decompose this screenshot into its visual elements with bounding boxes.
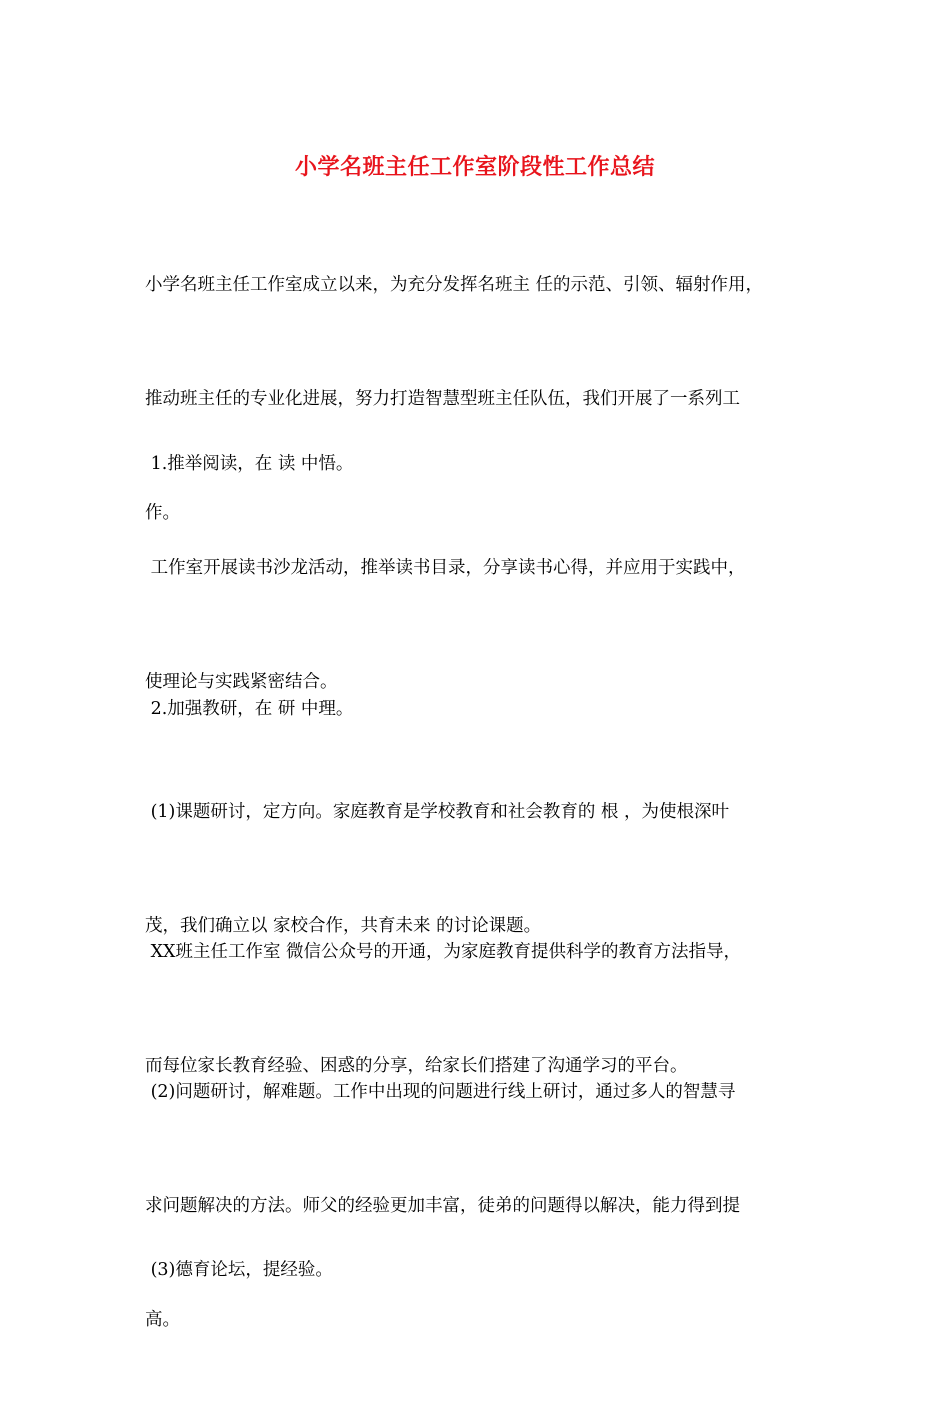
paragraph-line: (2)问题研讨，解难题。工作中出现的问题进行线上研讨，通过多人的智慧寻 bbox=[145, 1082, 736, 1102]
paragraph-line: (1)课题研讨，定方向。家庭教育是学校教育和社会教育的 根 ，为使根深叶 bbox=[145, 802, 729, 822]
paragraph-line: XX班主任工作室 微信公众号的开通，为家庭教育提供科学的教育方法指导， bbox=[145, 942, 742, 962]
paragraph-moral-forum bbox=[145, 1175, 810, 1365]
heading-line: 2.加强教研，在 研 中理。 bbox=[145, 699, 354, 719]
paragraph-line: 使理论与实践紧密结合。 bbox=[145, 672, 338, 692]
document-title: 小学名班主任工作室阶段性工作总结 bbox=[294, 155, 655, 180]
paragraph-line: 作。 bbox=[145, 503, 180, 523]
paragraph-line: 小学名班主任工作室成立以来，为充分发挥名班主 任的示范、引领、辐射作用， bbox=[145, 275, 764, 295]
paragraph-line: 求问题解决的方法。师父的经验更加丰富，徒弟的问题得以解决，能力得到提 bbox=[145, 1196, 740, 1216]
paragraph-line: 茂，我们确立以 家校合作，共育未来 的讨论课题。 bbox=[145, 916, 542, 936]
paragraph-line: (3)德育论坛，提经验。 bbox=[145, 1260, 333, 1280]
paragraph-line: 而每位家长教育经验、困惑的分享，给家长们搭建了沟通学习的平台。 bbox=[145, 1056, 688, 1076]
paragraph-line: 工作室开展读书沙龙活动，推举读书目录，分享读书心得，并应用于实践中， bbox=[145, 558, 746, 578]
paragraph-line: 推动班主任的专业化进展，努力打造智慧型班主任队伍，我们开展了一系列工 bbox=[145, 389, 740, 409]
heading-line: 1.推举阅读，在 读 中悟。 bbox=[145, 454, 354, 474]
paragraph-line: 高。 bbox=[145, 1310, 180, 1330]
